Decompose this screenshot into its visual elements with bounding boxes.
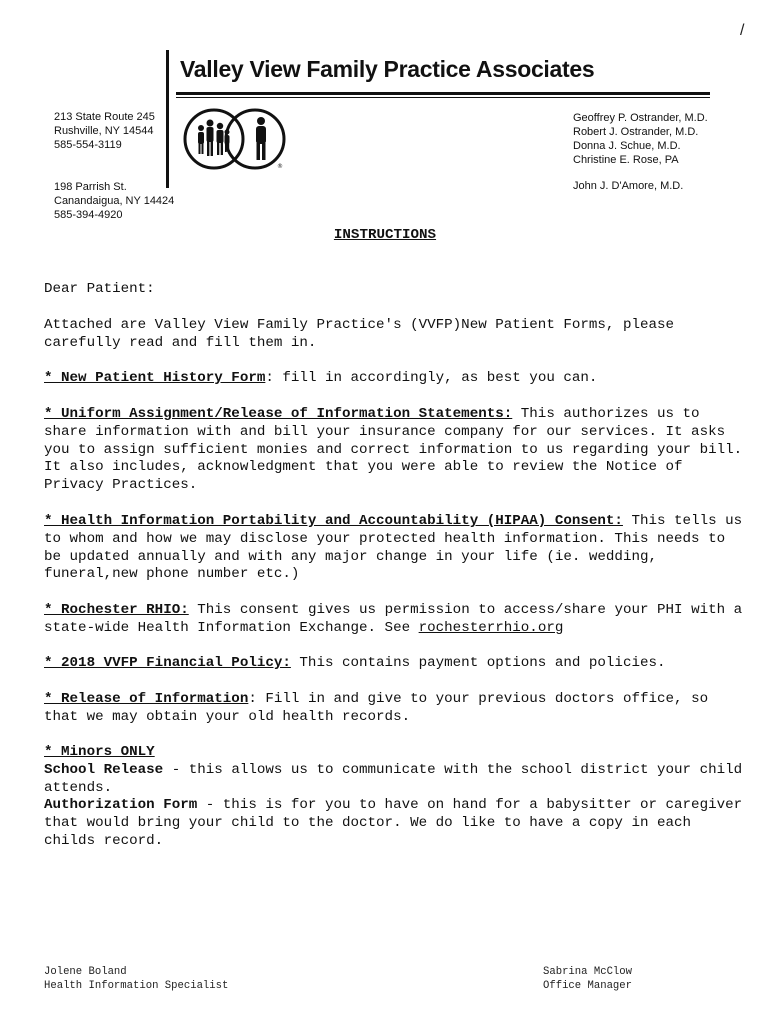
item-label: * New Patient History Form — [44, 370, 266, 386]
item-financial-policy — [44, 655, 744, 673]
item-label: * Health Information Portability and Accountability (HIPAA) Consent: — [44, 513, 623, 529]
family-logo-icon — [181, 106, 291, 177]
item-label: * Uniform Assignment/Release of Information Statements: — [44, 406, 513, 422]
letterhead-divider — [166, 50, 169, 188]
item-hipaa-consent — [44, 513, 744, 584]
rhio-link[interactable]: rochesterrhio.org — [418, 619, 564, 636]
intro-paragraph: Attached are Valley View Family Practice's (VVFP)New Patient Forms, please carefully read and fill them in. — [44, 317, 675, 351]
item-history-form — [44, 370, 744, 388]
phone-line: 585-554-3119 — [54, 139, 122, 151]
address-rushville — [54, 110, 155, 152]
item-release-of-information — [44, 691, 744, 727]
item-text: This consent gives us permission to access/share your PHI with a state-wide Health Information Exchange. See — [44, 602, 743, 636]
greeting: Dear Patient: — [44, 281, 155, 297]
doctor-name: John J. D'Amore, M.D. — [573, 180, 684, 192]
signature-right — [543, 965, 632, 993]
item-rochester-rhio — [44, 602, 744, 638]
item-uniform-assignment — [44, 406, 744, 495]
phone-line: 585-394-4920 — [54, 209, 123, 221]
authorization-form-text: - this is for you to have on hand for a babysitter or caregiver that would bring your child to the doctor. We do like to have a copy in each childs record. — [44, 797, 743, 849]
address-canandaigua — [54, 180, 174, 222]
practice-name: Valley View Family Practice Associates — [180, 56, 595, 82]
corner-mark: / — [740, 22, 745, 39]
item-text: This contains payment options and policies. — [290, 655, 666, 671]
item-label: * Release of Information — [44, 691, 249, 707]
signer-name: Sabrina McClow — [543, 966, 633, 978]
signer-title: Office Manager — [543, 980, 633, 992]
item-label: * Rochester RHIO: — [44, 602, 189, 618]
item-separator: : — [265, 370, 274, 386]
svg-text:®: ® — [277, 163, 283, 170]
signer-title: Health Information Specialist — [44, 980, 229, 992]
address-line: 213 State Route 245 — [54, 111, 155, 123]
doctor-name: Donna J. Schue, M.D. — [573, 140, 681, 152]
address-line: Rushville, NY 14544 — [54, 125, 154, 137]
authorization-form-label: Authorization Form — [44, 797, 198, 814]
address-line: 198 Parrish St. — [54, 181, 127, 193]
address-line: Canandaigua, NY 14424 — [54, 195, 175, 207]
letterhead-rule-thin — [176, 97, 710, 98]
signer-name: Jolene Boland — [44, 966, 127, 978]
item-minors — [44, 744, 744, 851]
school-release-label: School Release — [44, 761, 164, 778]
item-text: Fill in and give to your previous doctors office, so that we may obtain your old health records. — [44, 691, 709, 725]
doctor-name: Christine E. Rose, PA — [573, 154, 679, 166]
letterhead-rule — [176, 92, 710, 95]
doctor-name: Geoffrey P. Ostrander, M.D. — [573, 112, 708, 124]
school-release-text: - this allows us to communicate with the school district your child attends. — [44, 761, 743, 796]
item-text: fill in accordingly, as best you can. — [273, 370, 598, 386]
item-separator: : — [248, 691, 257, 707]
doctor-name: Robert J. Ostrander, M.D. — [573, 126, 699, 138]
item-label: * Minors ONLY — [44, 744, 155, 760]
item-text: This tells us to whom and how we may disclose your protected health information. This needs to be updated annually and with any major change in your life (ie. wedding, funeral,new phone number etc.) — [44, 513, 743, 583]
signature-left — [44, 965, 228, 993]
document-title: INSTRUCTIONS — [333, 227, 437, 243]
item-text: This authorizes us to share information with and bill your insurance company for our services. It asks you to assign sufficient monies and correct information to us regarding your bill. It also includes, acknowledgment that you were able to review the Notice of Privacy Practices. — [44, 406, 743, 494]
doctor-list — [573, 111, 708, 167]
item-label: * 2018 VVFP Financial Policy: — [44, 655, 291, 671]
